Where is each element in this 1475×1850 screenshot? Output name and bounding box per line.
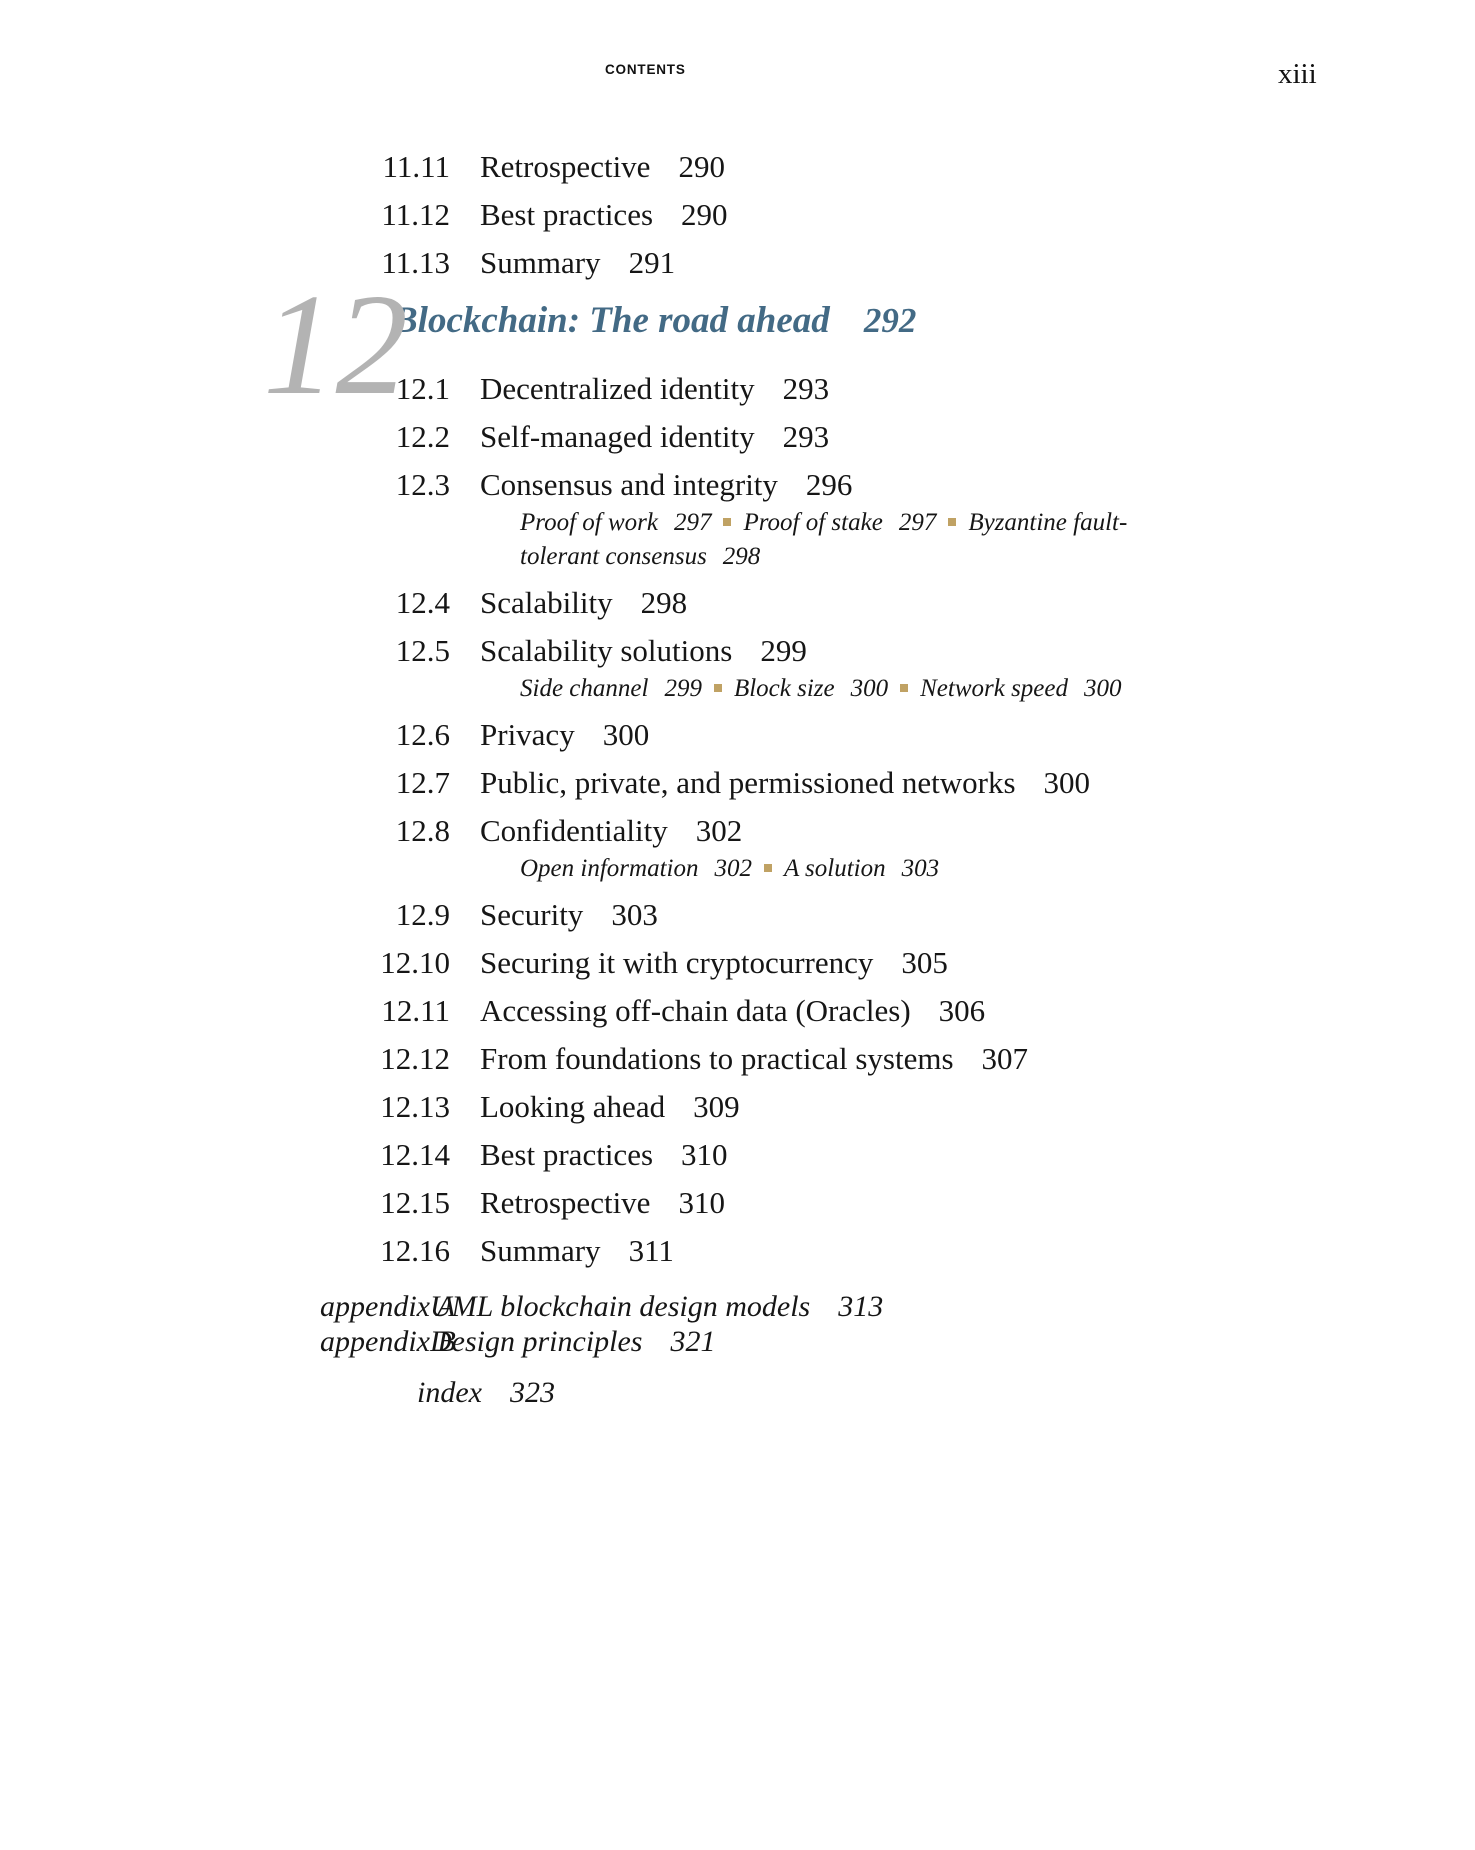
subsection-title: Side channel (520, 675, 649, 702)
section-number: 12.7 (395, 765, 450, 800)
index-label: index (417, 1376, 482, 1409)
section-title: Security (480, 897, 584, 932)
subsection-line (320, 672, 1200, 706)
subsection-title: Byzantine fault-tolerant consensus (520, 509, 1128, 570)
section-title: From foundations to practical systems (480, 1041, 954, 1076)
section-title: Accessing off-chain data (Oracles) (480, 993, 911, 1028)
toc-entry (320, 1186, 1180, 1220)
section-page: 300 (1043, 765, 1091, 800)
section-number: 11.11 (382, 149, 450, 184)
section-page: 305 (901, 945, 948, 980)
section-number: 12.5 (395, 633, 450, 668)
section-number: 12.14 (380, 1137, 450, 1172)
toc-entry (320, 1234, 1180, 1268)
toc-entry (320, 634, 1180, 668)
chapter-entries (320, 372, 1180, 1268)
previous-chapter-entries (320, 150, 1180, 280)
subsection-title: Proof of stake (743, 509, 883, 536)
toc-entry (320, 994, 1180, 1028)
index-page: 323 (509, 1376, 555, 1409)
section-title: Summary (480, 1233, 601, 1268)
appendix-entry (320, 1325, 1180, 1359)
toc-entry (320, 1042, 1180, 1076)
appendix-number: appendix A (320, 1290, 456, 1323)
subsection-page: 299 (664, 675, 702, 702)
section-number: 12.8 (395, 813, 450, 848)
section-page: 310 (681, 1137, 728, 1172)
section-title: Decentralized identity (480, 371, 755, 406)
section-number: 12.2 (395, 419, 450, 454)
section-number: 12.12 (380, 1041, 450, 1076)
folio-page-number: xiii (1278, 58, 1317, 90)
section-page: 306 (938, 993, 986, 1028)
section-title: Privacy (480, 717, 575, 752)
toc-entry (320, 814, 1180, 848)
subsection-title: Open information (520, 855, 699, 882)
section-title: Confidentiality (480, 813, 668, 848)
section-page: 302 (695, 813, 743, 848)
section-number: 12.10 (380, 945, 450, 980)
section-title: Securing it with cryptocurrency (480, 945, 874, 980)
toc-entry (320, 718, 1180, 752)
section-number: 12.6 (395, 717, 450, 752)
section-page: 299 (760, 633, 807, 668)
running-head (0, 0, 1475, 110)
section-page: 298 (640, 585, 688, 620)
square-bullet-icon (723, 518, 731, 526)
appendix-title: Design principles (430, 1325, 643, 1358)
square-bullet-icon (714, 684, 722, 692)
section-number: 12.13 (380, 1089, 450, 1124)
square-bullet-icon (948, 518, 956, 526)
toc-entry (320, 150, 1180, 184)
section-page: 310 (678, 1185, 725, 1220)
appendix-entry (320, 1290, 1180, 1324)
chapter-numeral: 12 (263, 265, 408, 425)
subsection-title: A solution (783, 855, 886, 882)
square-bullet-icon (764, 864, 772, 872)
toc-column (263, 149, 1180, 1410)
section-page: 300 (602, 717, 650, 752)
back-matter-entries (320, 1290, 1180, 1359)
section-title: Scalability (480, 585, 613, 620)
toc-entry (320, 898, 1180, 932)
section-title: Looking ahead (480, 1089, 666, 1124)
subsection-page: 303 (901, 855, 940, 882)
section-page: 293 (782, 419, 830, 454)
section-page: 290 (678, 149, 725, 184)
section-number: 11.12 (381, 197, 450, 232)
subsection-page: 297 (898, 509, 937, 536)
running-head-title: CONTENTS (605, 62, 686, 77)
section-page: 293 (782, 371, 830, 406)
toc-entry (320, 1138, 1180, 1172)
section-page: 290 (681, 197, 728, 232)
toc-entry (320, 198, 1180, 232)
section-number: 12.4 (395, 585, 450, 620)
toc-entry (320, 372, 1180, 406)
toc-entry (320, 766, 1180, 800)
subsection-page: 300 (850, 675, 889, 702)
section-page: 309 (693, 1089, 740, 1124)
subsection-title: Block size (733, 675, 835, 702)
section-number: 12.11 (381, 993, 450, 1028)
subsection-title: Network speed (920, 675, 1068, 702)
toc-entry (320, 946, 1180, 980)
section-page: 303 (611, 897, 658, 932)
section-page: 307 (981, 1041, 1029, 1076)
toc-entry (320, 468, 1180, 502)
section-number: 12.9 (395, 897, 450, 932)
section-title: Summary (480, 245, 601, 280)
section-title: Consensus and integrity (480, 467, 778, 502)
section-page: 296 (805, 467, 853, 502)
toc-entry (320, 586, 1180, 620)
section-title: Retrospective (480, 149, 651, 184)
subsection-page: 302 (714, 855, 752, 882)
section-title: Retrospective (480, 1185, 651, 1220)
section-number: 12.3 (395, 467, 450, 502)
index-entry (320, 1376, 1180, 1410)
subsection-title: Proof of work (520, 509, 658, 536)
section-number: 12.1 (395, 371, 450, 406)
subsection-line (320, 506, 1200, 574)
subsection-page: 297 (673, 509, 712, 536)
toc-entry (320, 1090, 1180, 1124)
section-title: Public, private, and permissioned networks (480, 765, 1016, 800)
section-page: 291 (628, 245, 676, 280)
section-number: 12.15 (380, 1185, 450, 1220)
toc-entry (320, 420, 1180, 454)
subsection-line (320, 852, 1200, 886)
chapter-page-number: 292 (863, 301, 917, 340)
subsection-page: 298 (722, 543, 761, 570)
square-bullet-icon (900, 684, 908, 692)
section-number: 12.16 (380, 1233, 450, 1268)
appendix-number: appendix B (320, 1325, 456, 1358)
section-title: Scalability solutions (480, 633, 733, 668)
section-title: Best practices (480, 1137, 654, 1172)
chapter-title: Blockchain: The road ahead (393, 300, 830, 341)
section-page: 311 (628, 1233, 674, 1268)
section-title: Best practices (480, 197, 654, 232)
toc-entry (320, 246, 1180, 280)
subsection-page: 300 (1084, 675, 1122, 702)
section-title: Self-managed identity (480, 419, 755, 454)
appendix-page: 313 (838, 1290, 884, 1323)
appendix-title: UML blockchain design models (430, 1290, 811, 1323)
section-number: 11.13 (381, 245, 450, 280)
appendix-page: 321 (670, 1325, 716, 1358)
